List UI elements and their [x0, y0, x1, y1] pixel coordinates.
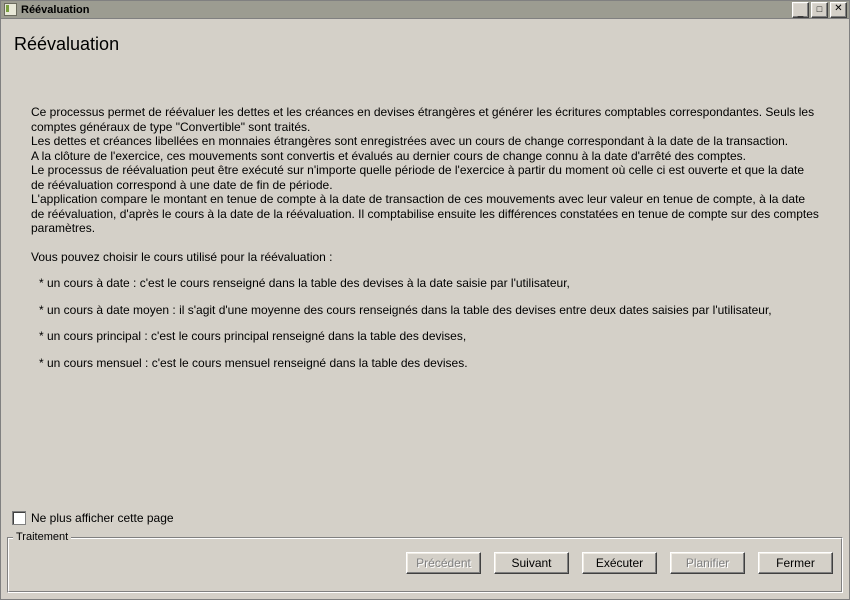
close-dialog-button[interactable]: Fermer: [758, 552, 833, 574]
close-button[interactable]: [830, 2, 847, 18]
hide-page-checkbox[interactable]: [12, 511, 26, 525]
schedule-button[interactable]: Planifier: [670, 552, 745, 574]
paragraph-3: A la clôture de l'exercice, ces mouvements sont convertis et évalués au dernier cours de change connu à la date d'arrêté des comptes.: [31, 148, 746, 163]
choice-item-1: * un cours à date : c'est le cours renseigné dans la table des devises à la date saisie par l'utilisateur,: [39, 276, 570, 290]
paragraph-1: Ce processus permet de réévaluer les dettes et les créances en devises étrangères et générer les écritures comptables correspondantes. Seuls les comptes généraux de type "Convertible" sont traités.: [31, 105, 815, 134]
minimize-button[interactable]: [792, 2, 809, 18]
maximize-button[interactable]: [811, 2, 828, 18]
title-bar[interactable]: [1, 1, 849, 19]
close-icon: ✕: [834, 2, 843, 14]
next-button[interactable]: Suivant: [494, 552, 569, 574]
maximize-icon: □: [816, 3, 823, 14]
choice-item-2: * un cours à date moyen : il s'agit d'une moyenne des cours renseignés dans la table des devises entre deux dates saisies par l'utilisateur,: [39, 302, 772, 317]
page-title: Réévaluation: [14, 34, 120, 54]
paragraph-4: Le processus de réévaluation peut être exécuté sur n'importe quelle période de l'exercice à partir du moment où celle ci est ouverte et que la date de réévaluation correspond à une date de fin de période.: [31, 163, 805, 192]
description-text: [31, 105, 819, 382]
paragraph-2: Les dettes et créances libellées en monnaies étrangères sont enregistrées avec un cours de change correspondant à la date de la transaction.: [31, 134, 789, 148]
action-buttons: [406, 552, 833, 574]
window-content: [1, 19, 849, 599]
treatment-group: [7, 531, 843, 593]
group-legend: Traitement: [13, 531, 71, 543]
minimize-icon: _: [797, 6, 804, 18]
paragraph-5: L'application compare le montant en tenue de compte à la date de transaction de ces mouvements avec leur valeur en tenue de compte, à la date de réévaluation, d'après le cours à la date de la réévaluation. Il comptabilise ensuite les différences constatées en tenue de compte sur des comptes paramètres.: [31, 192, 819, 235]
choice-item-4: * un cours mensuel : c'est le cours mensuel renseigné dans la table des devises.: [39, 355, 468, 370]
window-controls: [792, 2, 847, 18]
choices-intro: Vous pouvez choisir le cours utilisé pour la réévaluation :: [31, 249, 333, 264]
previous-button[interactable]: Précédent: [406, 552, 481, 574]
hide-page-checkbox-row[interactable]: [12, 511, 174, 525]
window-title: Réévaluation: [21, 3, 90, 16]
execute-button[interactable]: Exécuter: [582, 552, 657, 574]
app-icon: [4, 3, 17, 16]
hide-page-label: Ne plus afficher cette page: [31, 511, 174, 525]
choice-item-3: * un cours principal : c'est le cours principal renseigné dans la table des devises,: [39, 329, 467, 343]
